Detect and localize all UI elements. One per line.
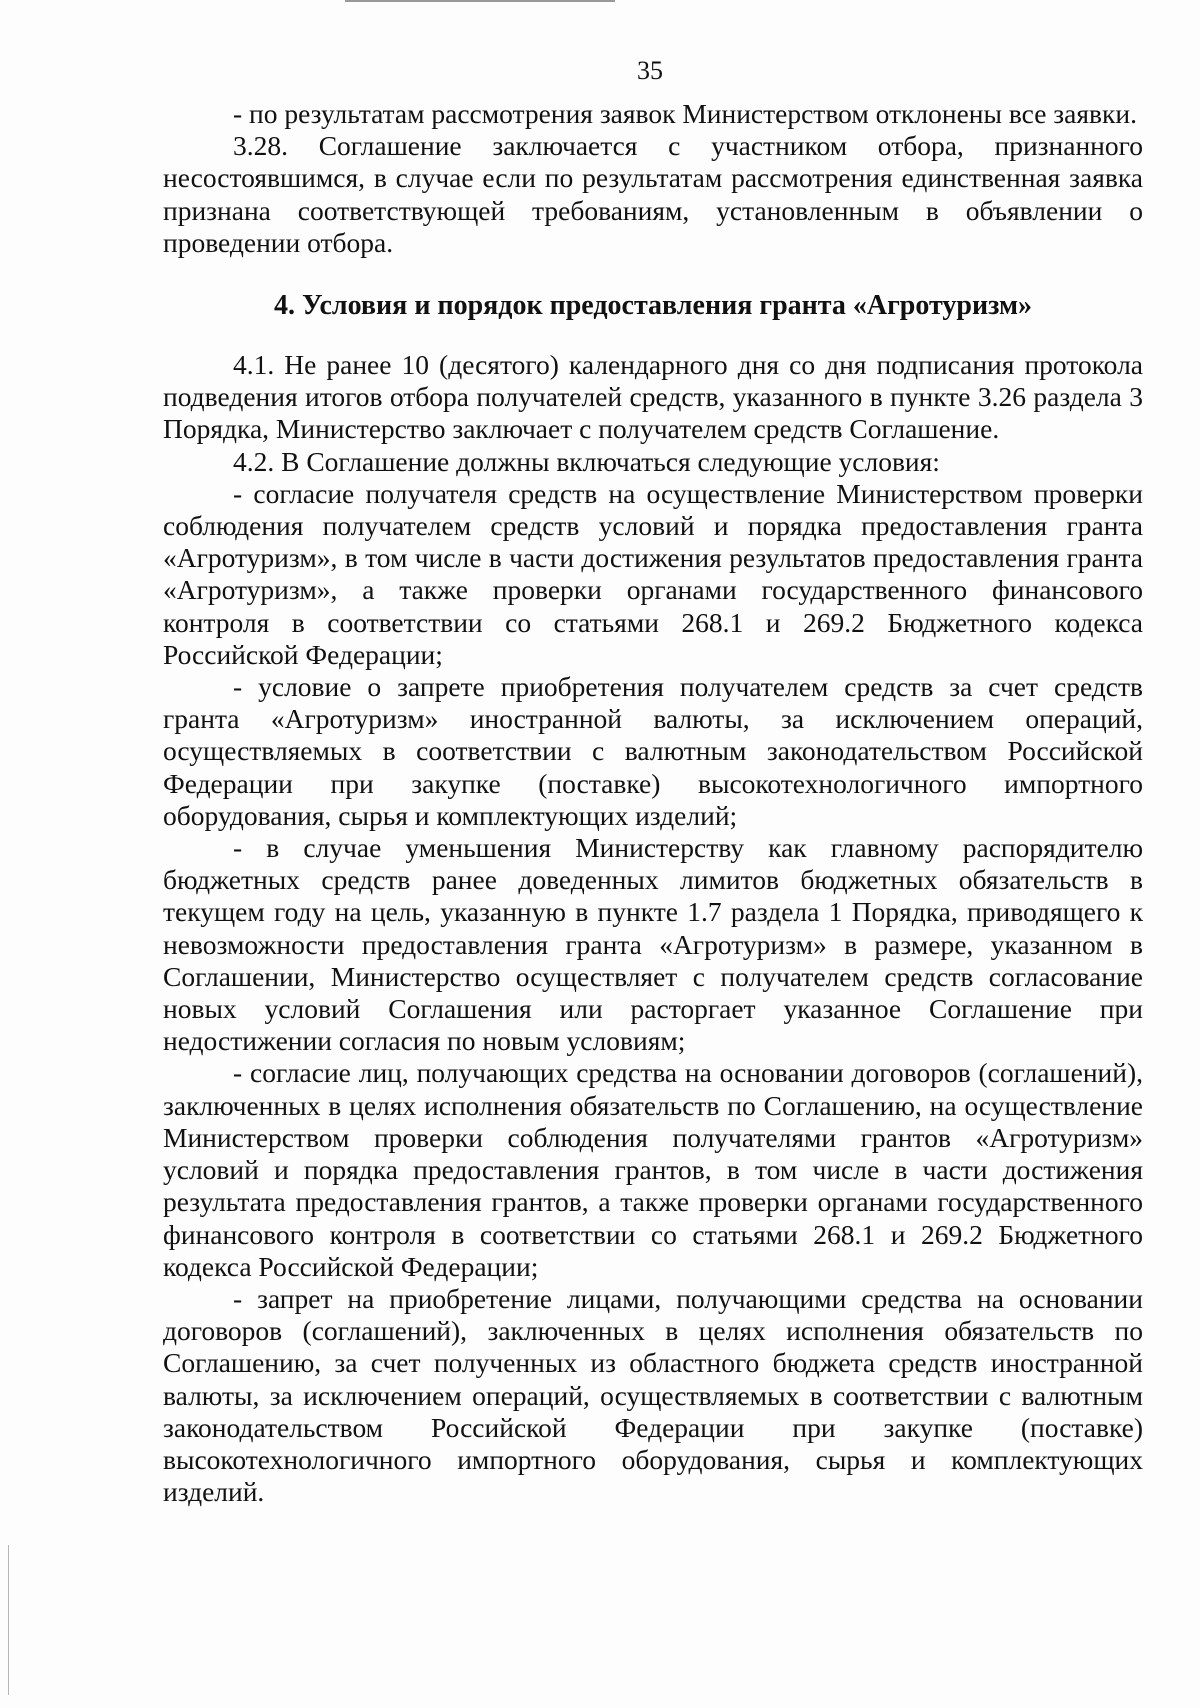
scan-artifact-line-top [345, 0, 615, 2]
paragraph-4-2: 4.2. В Соглашение должны включаться следующие условия: [233, 445, 940, 477]
page-number: 35 [637, 56, 663, 85]
paragraph-3-28: 3.28. Соглашение заключается с участником отбора, признанного несостоявшимся, в случае если по результатам рассмотрения единственная заявка признана соответствующей требованиям, установленным в объявлении о проведении отбора. [163, 130, 1143, 258]
condition-currency-ban: - условие о запрете приобретения получателем средств за счет средств гранта «Агротуризм» иностранной валюты, за исключением операций, осуществляемых в соответствии с валютным законодательством Российской Федерации при закупке (поставке) высокотехнологичного импортного оборудования, сырья и комплектующих изделий; [163, 671, 1143, 831]
condition-consent-inspection: - согласие получателя средств на осуществление Министерством проверки соблюдения получателем средств условий и порядка предоставления гранта «Агротуризм», в том числе в части достижения результатов предоставления гранта «Агротуризм», а также проверки органами государственного финансового контроля в соответствии со статьями 268.1 и 269.2 Бюджетного кодекса Российской Федерации; [163, 477, 1143, 670]
scan-artifact-line-left [8, 1545, 9, 1695]
condition-third-party-consent: - согласие лиц, получающих средства на основании договоров (соглашений), заключенных в целях исполнения обязательств по Соглашению, на осуществление Министерством проверки соблюдения получателями грантов «Агротуризм» условий и порядка предоставления грантов, в том числе в части достижения результата предоставления грантов, а также проверки органами государственного финансового контроля в соответствии со статьями 268.1 и 269.2 Бюджетного кодекса Российской Федерации; [163, 1057, 1143, 1282]
paragraph-rejected-applications: - по результатам рассмотрения заявок Министерством отклонены все заявки. [233, 98, 1137, 129]
condition-limit-reduction: - в случае уменьшения Министерству как главному распорядителю бюджетных средств ранее доведенных лимитов бюджетных обязательств в текущем году на цель, указанную в пункте 1.7 раздела 1 Порядка, приводящего к невозможности предоставления гранта «Агротуризм» в размере, указанном в Соглашении, Министерство осуществляет с получателем средств согласование новых условий Соглашения или расторгает указанное Соглашение при недостижении согласия по новым условиям; [163, 832, 1143, 1057]
condition-third-party-currency-ban: - запрет на приобретение лицами, получающими средства на основании договоров (соглашений), заключенных в целях исполнения обязательств по Соглашению, за счет полученных из областного бюджета средств иностранной валюты, за исключением операций, осуществляемых в соответствии с валютным законодательством Российской Федерации при закупке (поставке) высокотехнологичного импортного оборудования, сырья и комплектующих изделий. [163, 1282, 1143, 1508]
paragraph-4-1: 4.1. Не ранее 10 (десятого) календарного дня со дня подписания протокола подведения итогов отбора получателей средств, указанного в пункте 3.26 раздела 3 Порядка, Министерство заключает с получателем средств Соглашение. [163, 349, 1143, 445]
section-heading: 4. Условия и порядок предоставления гранта «Агротуризм» [273, 290, 1033, 322]
document-body [163, 98, 1143, 1508]
